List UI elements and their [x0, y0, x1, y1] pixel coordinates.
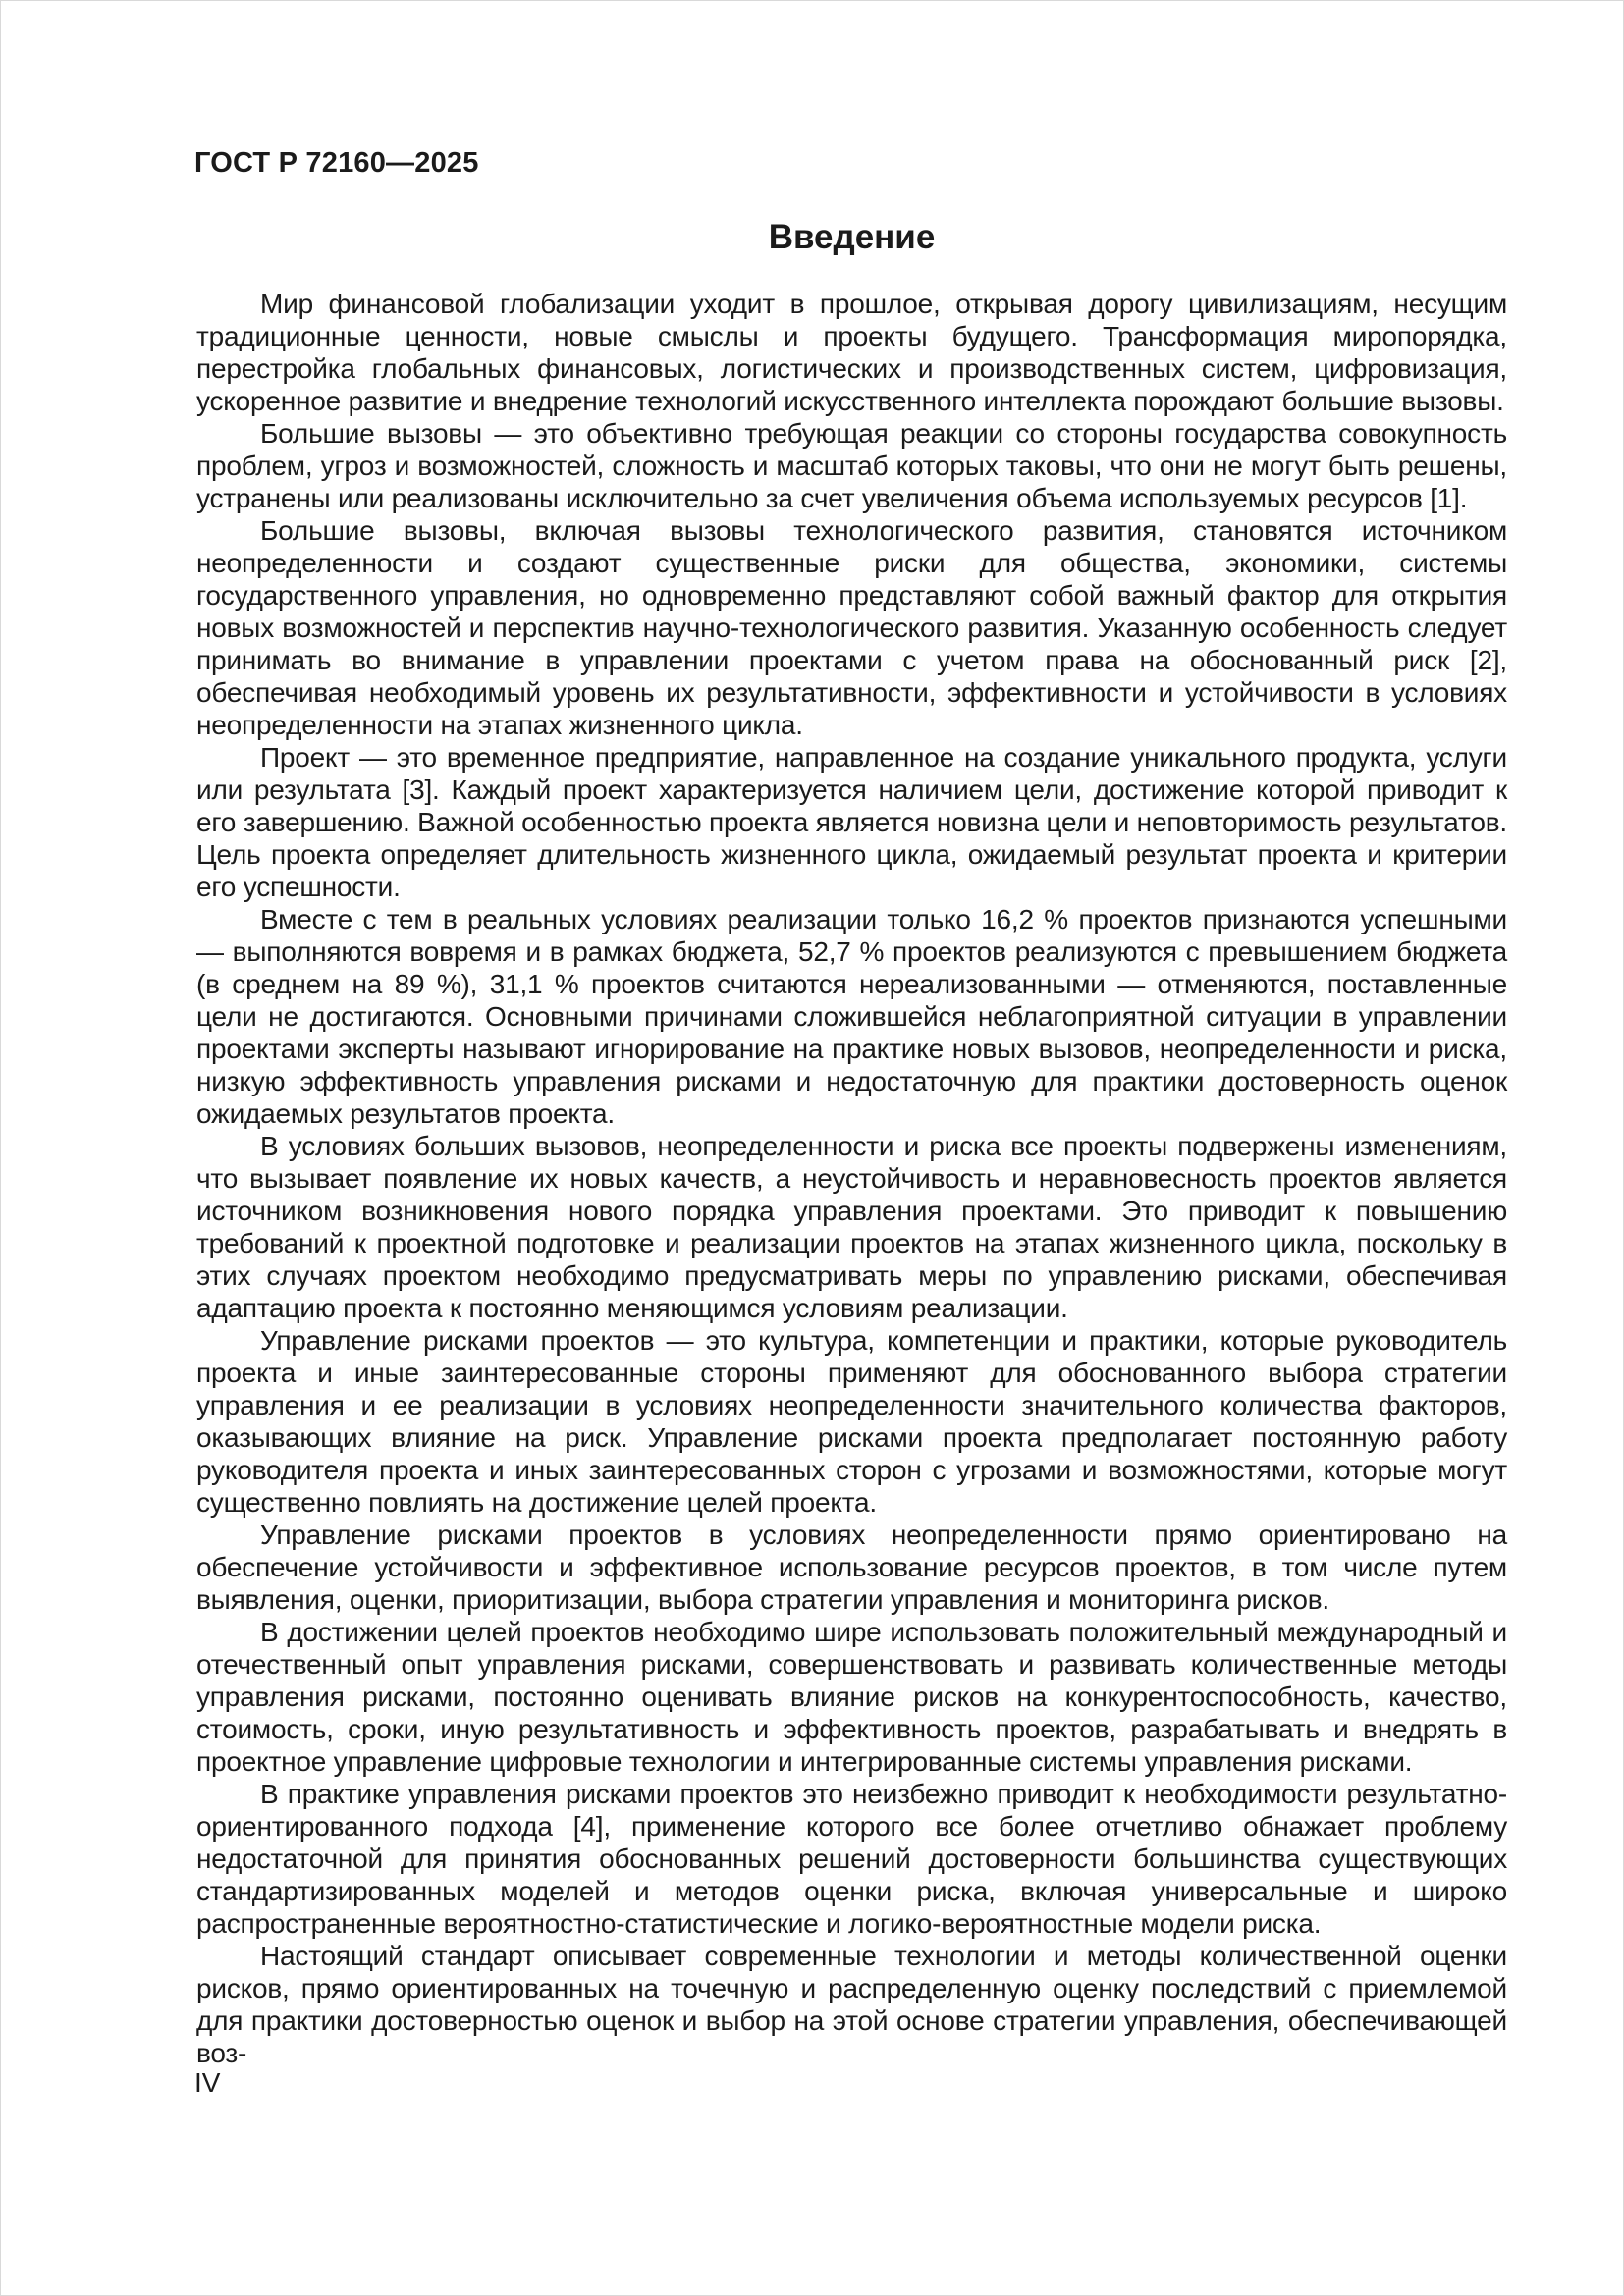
section-title: Введение — [768, 218, 936, 256]
paragraph: Проект — это временное предприятие, направленное на создание уникального продукта, услуги или результата [3]. Каждый проект характеризуется наличием цели, достижение которой приводит к его завершению. Важной особенностью проекта является новизна цели и неповторимость результатов. Цель проекта определяет длительность жизненного цикла, ожидаемый результат проекта и критерии его успешности. — [196, 742, 1507, 902]
paragraph: Управление рисками проектов — это культура, компетенции и практики, которые руководитель проекта и иные заинтересованные стороны применяют для обоснованного выбора стратегии управления и ее реализации в условиях неопределенности значительного количества факторов, оказывающих влияние на риск. Управление рисками проекта предполагает постоянную работу руководителя проекта и иных заинтересованных сторон с угрозами и возможностями, которые могут существенно повлиять на достижение целей проекта. — [196, 1325, 1507, 1518]
paragraph: Мир финансовой глобализации уходит в прошлое, открывая дорогу цивилизациям, несущим традиционные ценности, новые смыслы и проекты будущего. Трансформация миропорядка, перестройка глобальных финансовых, логистических и производственных систем, цифровизация, ускоренное развитие и внедрение технологий искусственного интеллекта порождают большие вызовы. — [196, 289, 1507, 416]
page-number: IV — [194, 2067, 221, 2098]
paragraph: В условиях больших вызовов, неопределенности и риска все проекты подвержены изменениям, что вызывает появление их новых качеств, а неустойчивость и неравновесность проектов является источником возникновения нового порядка управления проектами. Это приводит к повышению требований к проектной подготовке и реализации проектов на этапах жизненного цикла, поскольку в этих случаях проектом необходимо предусматривать меры по управлению рисками, обеспечивая адаптацию проекта к постоянно меняющимся условиям реализации. — [196, 1131, 1507, 1323]
paragraph: Большие вызовы — это объективно требующая реакции со стороны государства совокупность проблем, угроз и возможностей, сложность и масштаб которых таковы, что они не могут быть решены, устранены или реализованы исключительно за счет увеличения объема используемых ресурсов [1]. — [196, 418, 1507, 513]
body-text — [196, 288, 1507, 2069]
standard-designation: ГОСТ Р 72160—2025 — [194, 147, 479, 179]
paragraph: Большие вызовы, включая вызовы технологического развития, становятся источником неопределенности и создают существенные риски для общества, экономики, системы государственного управления, но одновременно представляют собой важный фактор для открытия новых возможностей и перспектив научно-технологического развития. Указанную особенность следует принимать во внимание в управлении проектами с учетом права на обоснованный риск [2], обеспечивая необходимый уровень их результативности, эффективности и устойчивости в условиях неопределенности на этапах жизненного цикла. — [196, 515, 1507, 740]
paragraph: Управление рисками проектов в условиях неопределенности прямо ориентировано на обеспечение устойчивости и эффективное использование ресурсов проектов, в том числе путем выявления, оценки, приоритизации, выбора стратегии управления и мониторинга рисков. — [196, 1520, 1507, 1615]
paragraph: Вместе с тем в реальных условиях реализации только 16,2 % проектов признаются успешными — выполняются вовремя и в рамках бюджета, 52,7 % проектов реализуются с превышением бюджета (в среднем на 89 %), 31,1 % проектов считаются нереализованными — отменяются, поставленные цели не достигаются. Основными причинами сложившейся неблагоприятной ситуации в управлении проектами эксперты называют игнорирование на практике новых вызовов, неопределенности и риска, низкую эффективность управления рисками и недостаточную для практики достоверность оценок ожидаемых результатов проекта. — [196, 904, 1507, 1129]
paragraph: Настоящий стандарт описывает современные технологии и методы количественной оценки рисков, прямо ориентированных на точечную и распределенную оценку последствий с приемлемой для практики достоверностью оценок и выбор на этой основе стратегии управления, обеспечивающей воз- — [196, 1941, 1507, 2068]
paragraph: В достижении целей проектов необходимо шире использовать положительный международный и отечественный опыт управления рисками, совершенствовать и развивать количественные методы управления рисками, постоянно оценивать влияние рисков на конкурентоспособность, качество, стоимость, сроки, иную результативность и эффективность проектов, разрабатывать и внедрять в проектное управление цифровые технологии и интегрированные системы управления рисками. — [196, 1617, 1507, 1777]
paragraph: В практике управления рисками проектов это неизбежно приводит к необходимости результатно-ориентированного подхода [4], применение которого все более отчетливо обнажает проблему недостаточной для принятия обоснованных решений достоверности большинства существующих стандартизированных моделей и методов оценки риска, включая универсальные и широко распространенные вероятностно-статистические и логико-вероятностные модели риска. — [196, 1779, 1507, 1939]
